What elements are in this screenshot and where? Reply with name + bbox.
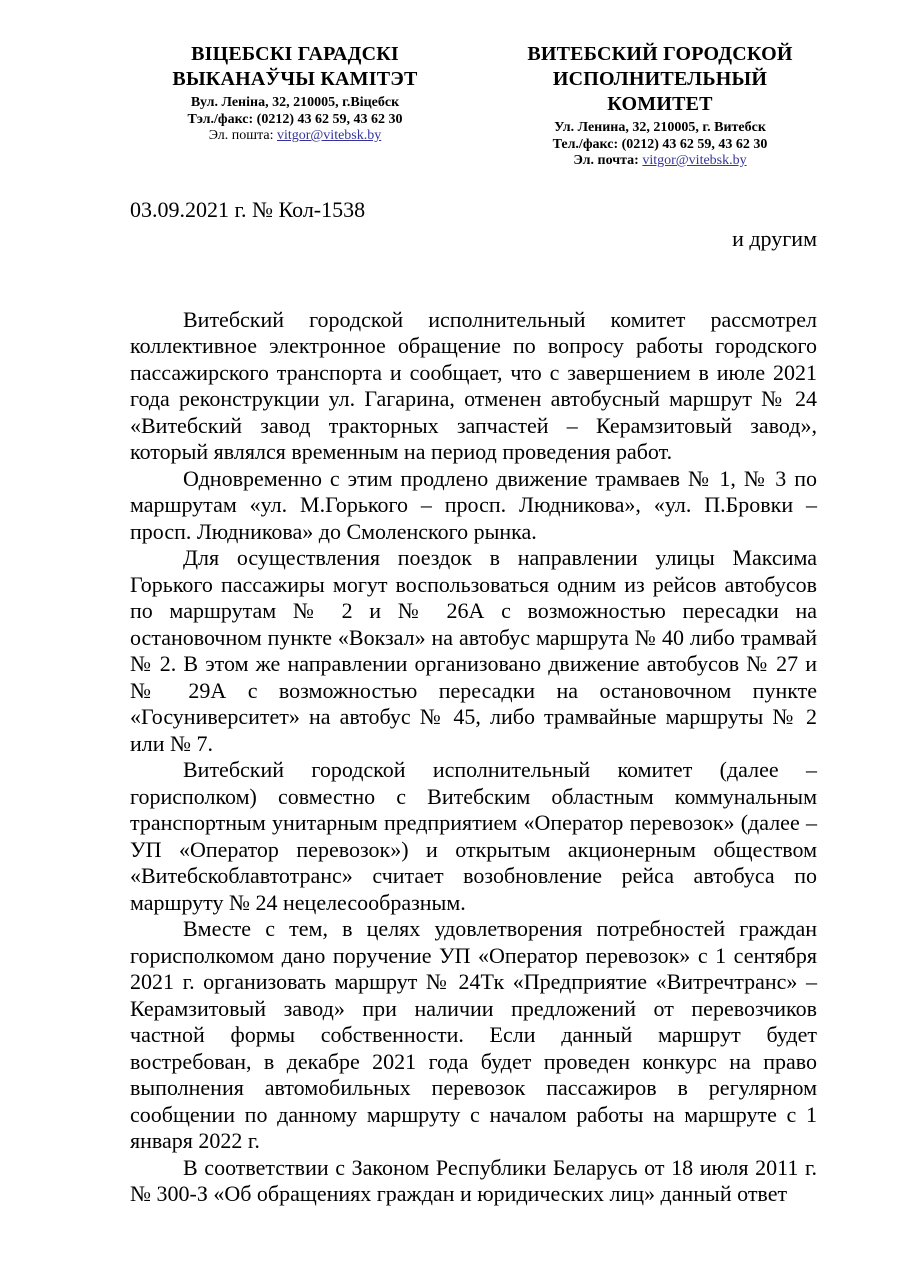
org-title-russian [500, 42, 820, 117]
org-title-line1: ВИТЕБСКИЙ ГОРОДСКОЙ [527, 43, 793, 65]
letterhead [130, 42, 820, 170]
org-address: Вул. Леніна, 32, 210005, г.Віцебск [190, 95, 400, 110]
org-title-line1: ВІЦЕБСКІ ГАРАДСКІ [191, 43, 399, 65]
org-email-line [500, 153, 820, 170]
email-label: Эл. пошта: [208, 128, 274, 143]
addressee: и другим [732, 225, 817, 251]
email-label: Эл. почта: [573, 153, 639, 168]
org-contacts-russian [500, 120, 820, 170]
org-title-line2: ИСПОЛНИТЕЛЬНЫЙ КОМИТЕТ [552, 68, 768, 115]
org-contacts-belarusian [130, 95, 460, 145]
org-phone: Тэл./факс: (0212) 43 62 59, 43 62 30 [187, 111, 403, 127]
paragraph: Вместе с тем, в целях удовлетворения потребностей граждан горисполкомом дано поручение УП «Оператор перевозок» с 1 сентября 2021 г. организовать маршрут № 24Тк «Предприятие «Витречтранс» – Керамзитовый завод» при наличии предложений от перевозчиков частной формы собственности. Если данный маршрут будет востребован, в декабре 2021 года будет проведен конкурс на право выполнения автомобильных перевозок пассажиров в регулярном сообщении по данному маршруту с началом работы на маршруте с 1 января 2022 г. [130, 916, 817, 1153]
org-email-line [130, 128, 460, 145]
reference-line: 03.09.2021 г. № Кол-1538 [130, 196, 366, 222]
paragraph: В соответствии с Законом Республики Беларусь от 18 июля 2011 г. № 300-З «Об обращениях граждан и юридических лиц» данный ответ [130, 1154, 817, 1206]
email-link[interactable]: vitgor@vitebsk.by [642, 153, 747, 168]
org-title-line2: ВЫКАНАЎЧЫ КАМІТЭТ [172, 68, 418, 90]
email-link[interactable]: vitgor@vitebsk.by [276, 128, 382, 143]
org-block-belarusian [130, 42, 460, 170]
org-title-belarusian [130, 42, 460, 92]
paragraph: Для осуществления поездок в направлении улицы Максима Горького пассажиры могут воспользоваться одним из рейсов автобусов по маршрутам № 2 и № 26А с возможностью пересадки на остановочном пункте «Вокзал» на автобус маршрута № 40 либо трамвай № 2. В этом же направлении организовано движение автобусов № 27 и № 29А с возможностью пересадки на остановочном пункте «Госуниверситет» на автобус № 45, либо трамвайные маршруты № 2 или № 7. [130, 545, 817, 756]
org-address: Ул. Ленина, 32, 210005, г. Витебск [554, 120, 766, 135]
org-block-russian [500, 42, 820, 170]
paragraph: Витебский городской исполнительный комитет рассмотрел коллективное электронное обращение по вопросу работы городского пассажирского транспорта и сообщает, что с завершением в июле 2021 года реконструкции ул. Гагарина, отменен автобусный маршрут № 24 «Витебский завод тракторных запчастей – Керамзитовый завод», который являлся временным на период проведения работ. [130, 306, 817, 464]
letter-body [130, 307, 817, 1208]
paragraph: Витебский городской исполнительный комитет (далее – горисполком) совместно с Витебским областным коммунальным транспортным унитарным предприятием «Оператор перевозок» (далее – УП «Оператор перевозок») и открытым акционерным обществом «Витебскоблавтотранс» считает возобновление рейса автобуса по маршруту № 24 нецелесообразным. [130, 757, 817, 915]
paragraph: Одновременно с этим продлено движение трамваев № 1, № 3 по маршрутам «ул. М.Горького – просп. Людникова», «ул. П.Бровки – просп. Людникова» до Смоленского рынка. [130, 465, 817, 544]
org-phone: Тел./факс: (0212) 43 62 59, 43 62 30 [552, 136, 768, 152]
